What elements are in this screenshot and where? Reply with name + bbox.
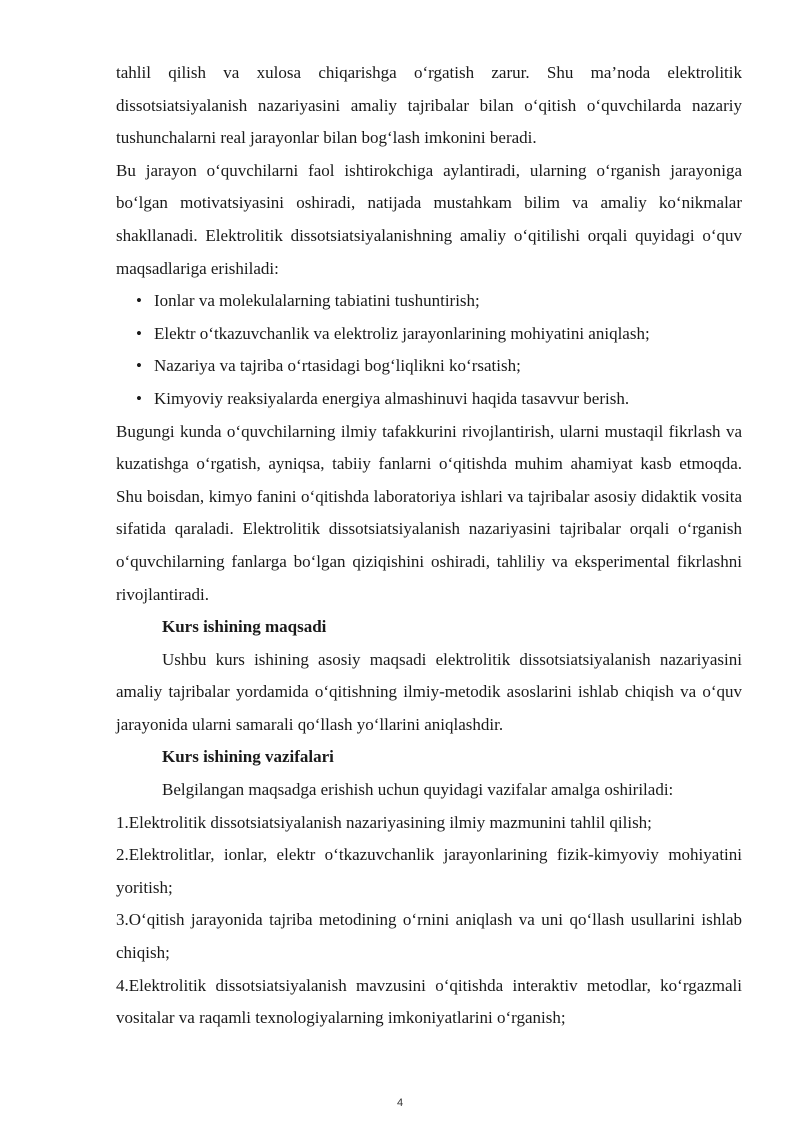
goals-bullet-list xyxy=(116,285,742,415)
list-item xyxy=(116,383,742,416)
tasks-heading: Kurs ishining vazifalari xyxy=(162,747,334,767)
list-item xyxy=(116,285,742,318)
list-item-text: Nazariya va tajriba o‘rtasidagi bog‘liqlikni ko‘rsatish; xyxy=(154,356,521,376)
paragraph-intro-continued: tahlil qilish va xulosa chiqarishga o‘rgatish zarur. Shu ma’noda elektrolitik dissotsiatsiyalanish nazariyasini amaliy tajribalar bilan o‘qitish o‘quvchilarda nazariy tushunchalarni real jarayonlar bilan bog‘lash imkonini beradi. xyxy=(116,63,742,148)
tasks-intro: Belgilangan maqsadga erishish uchun quyidagi vazifalar amalga oshiriladi: xyxy=(162,780,674,800)
goal-heading: Kurs ishining maqsadi xyxy=(162,617,327,637)
bullet-icon: • xyxy=(136,291,142,311)
list-item xyxy=(116,318,742,351)
task-item: 2.Elektrolitlar, ionlar, elektr o‘tkazuvchanlik jarayonlarining fizik-kimyoviy mohiyatini yoritish; xyxy=(116,845,742,897)
task-item: 3.O‘qitish jarayonida tajriba metodining o‘rnini aniqlash va uni qo‘llash usullarini ishlab chiqish; xyxy=(116,910,742,963)
list-item-text: Kimyoviy reaksiyalarda energiya almashinuvi haqida tasavvur berish. xyxy=(154,388,630,408)
page-number: 4 xyxy=(396,1097,404,1109)
task-item: 1.Elektrolitik dissotsiatsiyalanish nazariyasining ilmiy mazmunini tahlil qilish; xyxy=(116,812,652,832)
bullet-icon: • xyxy=(136,356,142,376)
paragraph-today: Bugungi kunda o‘quvchilarning ilmiy tafakkurini rivojlantirish, ularni mustaqil fikrlash va kuzatishga o‘rgatish, ayniqsa, tabiiy fanlarni o‘qitishda muhim ahamiyat kasb etmoqda. Shu boisdan, kimyo fanini o‘qitishda laboratoriya ishlari va tajribalar asosiy didaktik vosita sifatida qaraladi. Elektrolitik dissotsiatsiyalanish nazariyasini tajribalar orqali o‘rganish o‘quvchilarning fanlarga bo‘lgan qiziqishini oshiradi, tahliliy va eksperimental fikrlashni rivojlantiradi. xyxy=(116,421,742,604)
goal-paragraph: Ushbu kurs ishining asosiy maqsadi elektrolitik dissotsiatsiyalanish nazariyasini amaliy tajribalar yordamida o‘qitishning ilmiy-metodik asoslarini ishlab chiqish va o‘quv jarayonida ularni samarali qo‘llash yo‘llarini aniqlashdir. xyxy=(116,649,742,734)
bullet-icon: • xyxy=(136,388,142,408)
list-item-text: Elektr o‘tkazuvchanlik va elektroliz jarayonlarining mohiyatini aniqlash; xyxy=(154,323,650,343)
document-body xyxy=(116,57,742,1035)
paragraph-process: Bu jarayon o‘quvchilarni faol ishtirokchiga aylantiradi, ularning o‘rganish jarayoniga bo‘lgan motivatsiyasini oshiradi, natijada mustahkam bilim va amaliy ko‘nikmalar shakllanadi. Elektrolitik dissotsiatsiyalanishning amaliy o‘qitilishi orqali quyidagi o‘quv maqsadlariga erishiladi: xyxy=(116,160,742,278)
task-item: 4.Elektrolitik dissotsiatsiyalanish mavzusini o‘qitishda interaktiv metodlar, ko‘rgazmali vositalar va raqamli texnologiyalarning imkoniyatlarini o‘rganish; xyxy=(116,975,742,1028)
bullet-icon: • xyxy=(136,323,142,343)
list-item-text: Ionlar va molekulalarning tabiatini tushuntirish; xyxy=(154,291,480,311)
list-item xyxy=(116,350,742,383)
